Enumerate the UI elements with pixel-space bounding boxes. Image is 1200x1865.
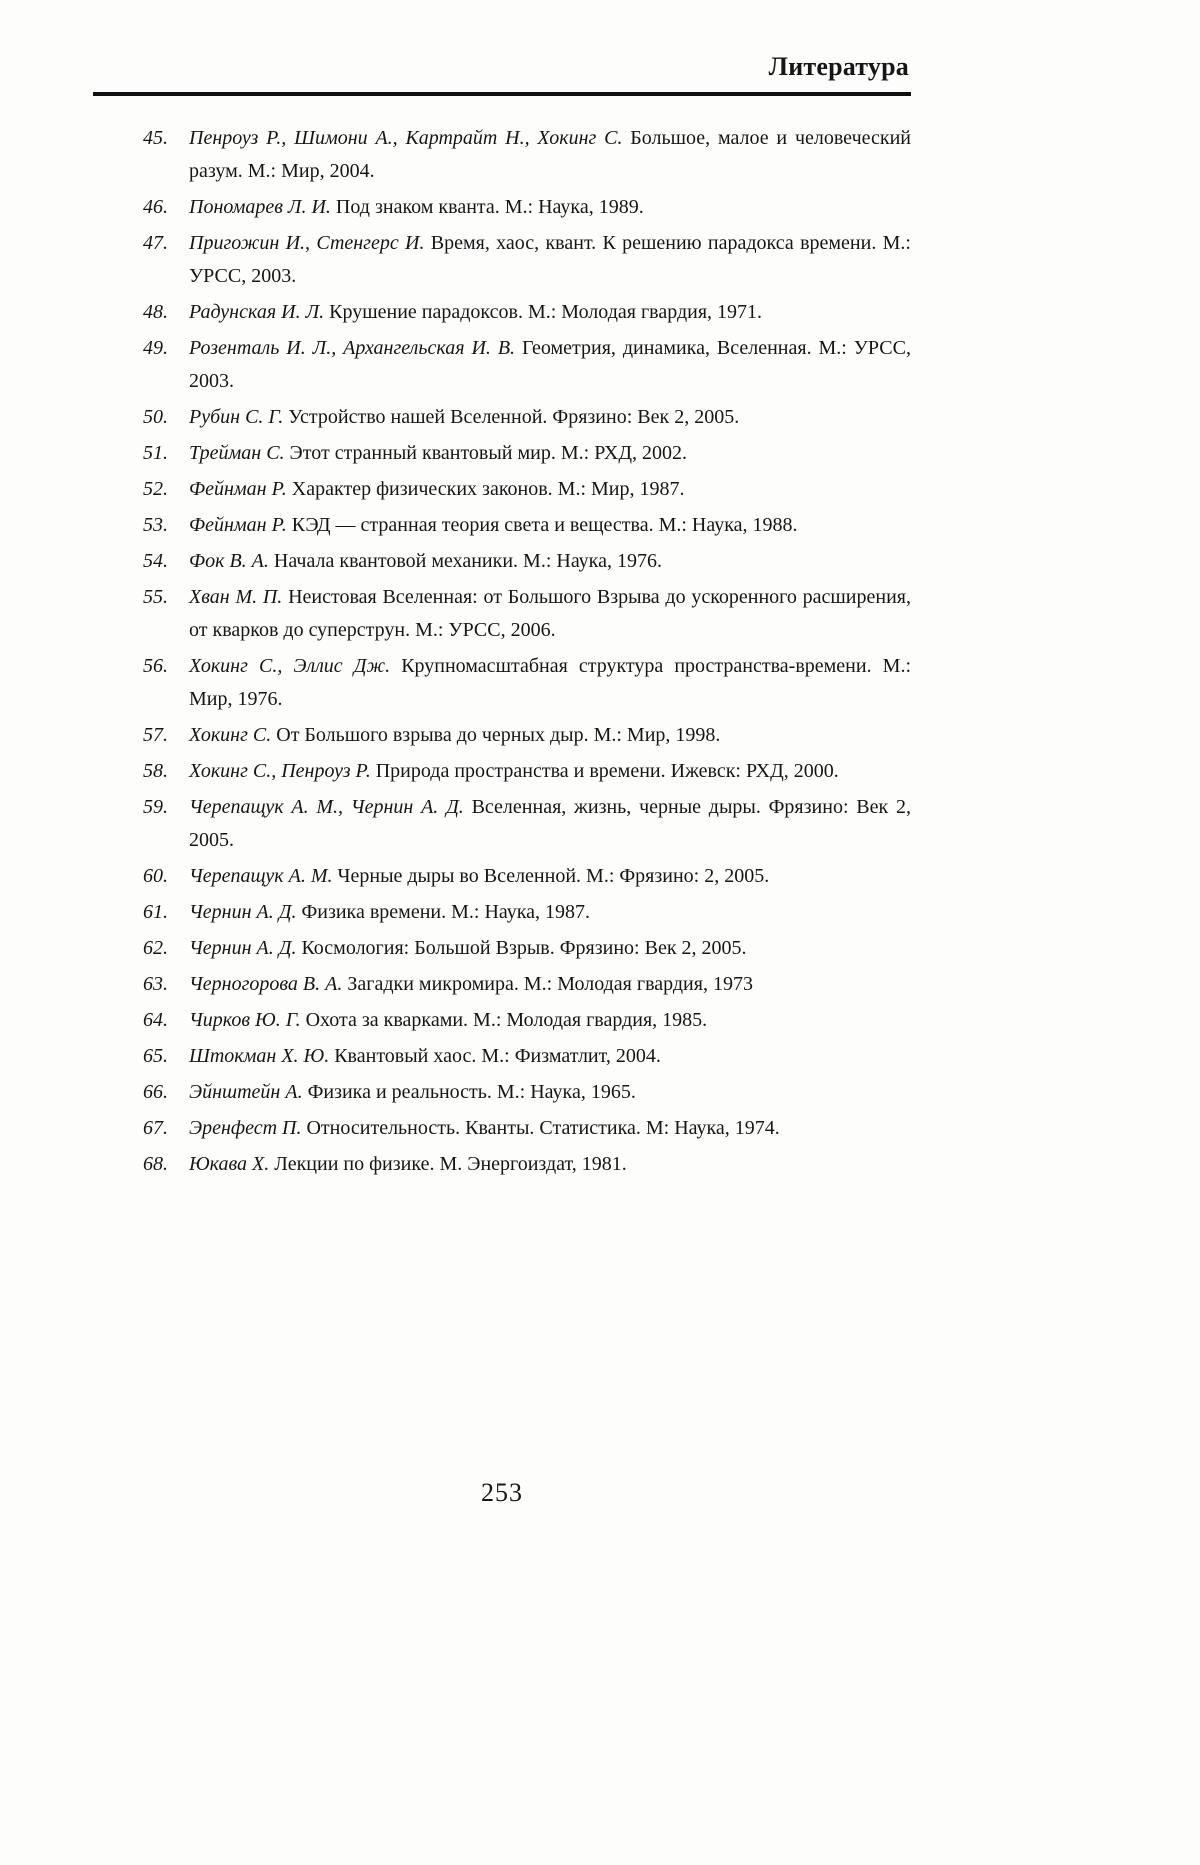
- entry-authors: Черепащук А. М., Чернин А. Д.: [189, 796, 472, 818]
- entry-body: [189, 509, 911, 542]
- entry-number: 52.: [143, 478, 168, 500]
- entry-body: [189, 437, 911, 470]
- entry-authors: Чернин А. Д.: [189, 901, 302, 923]
- entry-number: 61.: [143, 901, 168, 923]
- entry-body: [189, 227, 911, 293]
- entry-body: [189, 401, 911, 434]
- entry-title-text: КЭД — странная теория света и вещества. М.: Наука, 1988.: [291, 514, 798, 536]
- entry-number: 55.: [143, 586, 168, 608]
- entry-authors: Розенталь И. Л., Архангельская И. В.: [189, 337, 522, 359]
- entry-body: [189, 650, 911, 716]
- entry-title-text: Охота за кварками. М.: Молодая гвардия, 1985.: [305, 1009, 708, 1031]
- entry-title-text: Природа пространства и времени. Ижевск: РХД, 2000.: [375, 760, 839, 782]
- bibliography-entry: [93, 755, 911, 788]
- entry-number: 67.: [143, 1117, 168, 1139]
- entry-authors: Фок В. А.: [189, 550, 274, 572]
- entry-authors: Чернин А. Д.: [189, 937, 302, 959]
- entry-body: [189, 545, 911, 578]
- entry-number: 66.: [143, 1081, 168, 1103]
- entry-title-text: Космология: Большой Взрыв. Фрязино: Век 2, 2005.: [301, 937, 747, 959]
- entry-number: 54.: [143, 550, 168, 572]
- entry-body: [189, 122, 911, 188]
- entry-title-text: Крупномасштабная структура пространства-времени. М.: Мир, 1976.: [189, 655, 912, 710]
- entry-number: 60.: [143, 865, 168, 887]
- entry-authors: Пригожин И., Стенгерс И.: [189, 232, 431, 254]
- page-content: [93, 52, 911, 1184]
- entry-body: [189, 191, 911, 224]
- entry-title-text: Геометрия, динамика, Вселенная. М.: УРСС, 2003.: [189, 337, 911, 392]
- entry-number: 50.: [143, 406, 168, 428]
- bibliography-entry: [93, 545, 911, 578]
- entry-title-text: Начала квантовой механики. М.: Наука, 1976.: [273, 550, 662, 572]
- entry-title-text: Время, хаос, квант. К решению парадокса времени. М.: УРСС, 2003.: [189, 232, 911, 287]
- entry-number: 64.: [143, 1009, 168, 1031]
- bibliography-entry: [93, 581, 911, 647]
- entry-number: 53.: [143, 514, 168, 536]
- entry-authors: Трейман С.: [189, 442, 290, 464]
- entry-authors: Хван М. П.: [189, 586, 289, 608]
- entry-number: 68.: [143, 1153, 168, 1175]
- entry-body: [189, 332, 911, 398]
- entry-number: 63.: [143, 973, 168, 995]
- bibliography-entry: [93, 896, 911, 929]
- entry-title-text: Неистовая Вселенная: от Большого Взрыва до ускоренного расширения, от кварков до суперструн. М.: УРСС, 2006.: [189, 586, 911, 641]
- entry-body: [189, 860, 911, 893]
- entry-authors: Хокинг С., Эллис Дж.: [189, 655, 402, 677]
- entry-title-text: Под знаком кванта. М.: Наука, 1989.: [335, 196, 644, 218]
- entry-body: [189, 1076, 911, 1109]
- bibliography-entry: [93, 332, 911, 398]
- bibliography-entry: [93, 1076, 911, 1109]
- bibliography-entry: [93, 227, 911, 293]
- bibliography-entry: [93, 509, 911, 542]
- bibliography-entry: [93, 296, 911, 329]
- entry-title-text: Черные дыры во Вселенной. М.: Фрязино: 2, 2005.: [337, 865, 770, 887]
- entry-title-text: Физика и реальность. М.: Наука, 1965.: [307, 1081, 636, 1103]
- bibliography-entry: [93, 650, 911, 716]
- entry-title-text: Этот странный квантовый мир. М.: РХД, 2002.: [289, 442, 688, 464]
- entry-title-text: Характер физических законов. М.: Мир, 1987.: [291, 478, 685, 500]
- bibliography-entry: [93, 401, 911, 434]
- entry-number: 48.: [143, 301, 168, 323]
- bibliography-entry: [93, 1112, 911, 1145]
- entry-body: [189, 719, 911, 752]
- entry-number: 65.: [143, 1045, 168, 1067]
- entry-title-text: Вселенная, жизнь, черные дыры. Фрязино: Век 2, 2005.: [189, 796, 911, 851]
- bibliography-entry: [93, 968, 911, 1001]
- entry-title-text: Большое, малое и человеческий разум. М.: Мир, 2004.: [189, 127, 911, 182]
- entry-title-text: Крушение парадоксов. М.: Молодая гвардия, 1971.: [329, 301, 763, 323]
- entry-body: [189, 791, 911, 857]
- entry-authors: Эренфест П.: [189, 1117, 307, 1139]
- entry-title-text: Загадки микромира. М.: Молодая гвардия, 1973: [347, 973, 753, 995]
- entry-authors: Хокинг С.: [189, 724, 277, 746]
- entry-number: 49.: [143, 337, 168, 359]
- bibliography-entry: [93, 719, 911, 752]
- entry-number: 62.: [143, 937, 168, 959]
- bibliography-entry: [93, 122, 911, 188]
- bibliography-entry: [93, 791, 911, 857]
- entry-authors: Пенроуз Р., Шимони А., Картрайт Н., Хокинг С.: [189, 127, 631, 149]
- entry-authors: Радунская И. Л.: [189, 301, 330, 323]
- entry-number: 45.: [143, 127, 168, 149]
- entry-number: 46.: [143, 196, 168, 218]
- bibliography-entry: [93, 437, 911, 470]
- entry-body: [189, 896, 911, 929]
- page-number: 253: [481, 1478, 523, 1507]
- page-header-title: Литература: [768, 52, 909, 81]
- entry-number: 59.: [143, 796, 168, 818]
- entry-body: [189, 1112, 911, 1145]
- entry-authors: Хокинг С., Пенроуз Р.: [189, 760, 376, 782]
- entry-authors: Пономарев Л. И.: [189, 196, 336, 218]
- entry-authors: Рубин С. Г.: [189, 406, 289, 428]
- bibliography-entry: [93, 932, 911, 965]
- entry-number: 51.: [143, 442, 168, 464]
- entry-body: [189, 968, 911, 1001]
- entry-authors: Черногорова В. А.: [189, 973, 348, 995]
- entry-body: [189, 755, 911, 788]
- entry-authors: Фейнман Р.: [189, 514, 292, 536]
- entry-authors: Чирков Ю. Г.: [189, 1009, 306, 1031]
- entry-title-text: Устройство нашей Вселенной. Фрязино: Век 2, 2005.: [288, 406, 740, 428]
- entry-body: [189, 932, 911, 965]
- entry-body: [189, 296, 911, 329]
- entry-title-text: Относительность. Кванты. Статистика. М: Наука, 1974.: [306, 1117, 780, 1139]
- entry-title-text: Лекции по физике. М. Энергоиздат, 1981.: [274, 1153, 627, 1175]
- entry-body: [189, 1040, 911, 1073]
- bibliography-entry: [93, 1040, 911, 1073]
- entry-authors: Черепащук А. М.: [189, 865, 338, 887]
- bibliography-list: [93, 122, 911, 1181]
- entry-number: 47.: [143, 232, 168, 254]
- bibliography-entry: [93, 473, 911, 506]
- entry-title-text: Физика времени. М.: Наука, 1987.: [301, 901, 591, 923]
- entry-authors: Штокман Х. Ю.: [189, 1045, 335, 1067]
- entry-body: [189, 473, 911, 506]
- entry-number: 58.: [143, 760, 168, 782]
- header-rule: [93, 92, 911, 96]
- entry-body: [189, 1148, 911, 1181]
- entry-number: 56.: [143, 655, 168, 677]
- entry-body: [189, 581, 911, 647]
- bibliography-entry: [93, 191, 911, 224]
- entry-authors: Эйнштейн А.: [189, 1081, 308, 1103]
- entry-authors: Фейнман Р.: [189, 478, 292, 500]
- entry-title-text: От Большого взрыва до черных дыр. М.: Мир, 1998.: [276, 724, 721, 746]
- bibliography-entry: [93, 1148, 911, 1181]
- bibliography-entry: [93, 860, 911, 893]
- entry-authors: Юкава Х.: [189, 1153, 275, 1175]
- entry-number: 57.: [143, 724, 168, 746]
- entry-body: [189, 1004, 911, 1037]
- entry-title-text: Квантовый хаос. М.: Физматлит, 2004.: [334, 1045, 661, 1067]
- bibliography-entry: [93, 1004, 911, 1037]
